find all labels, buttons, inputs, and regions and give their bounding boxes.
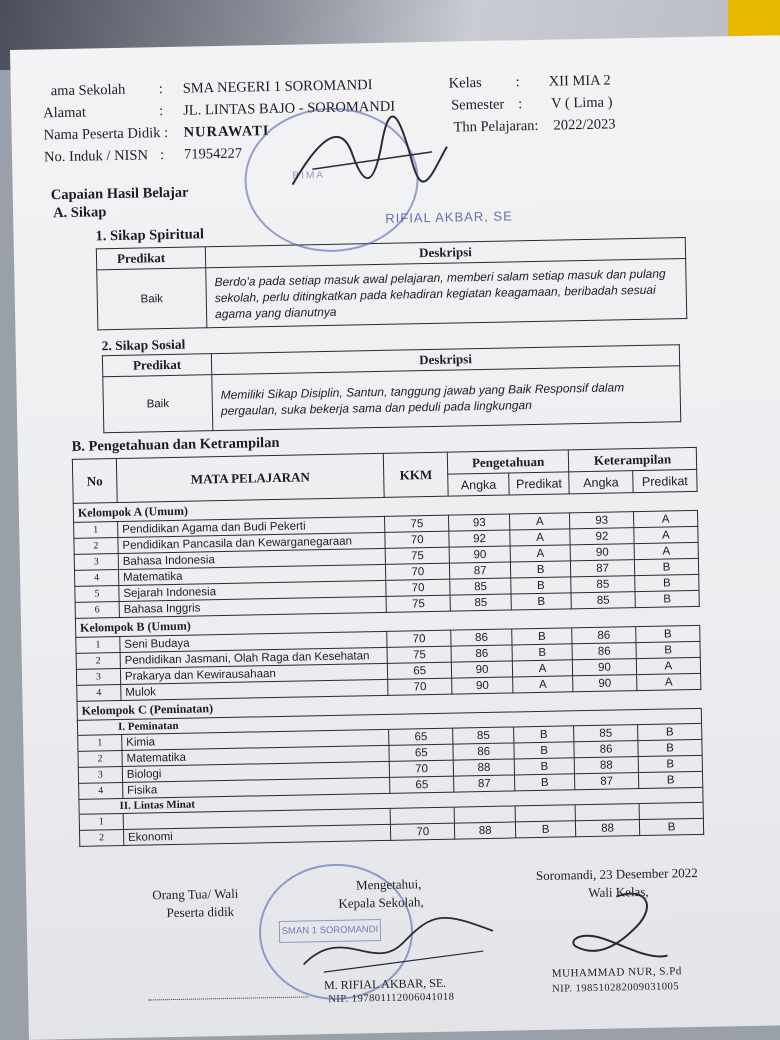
col-predikat: Predikat [102,354,211,377]
pengetahuan-angka: 86 [451,629,512,646]
keterampilan-predikat: B [636,625,700,642]
teacher-name: MUHAMMAD NUR, S.Pd [551,965,682,980]
pengetahuan-angka: 85 [453,727,514,744]
row-no: 2 [76,652,120,669]
row-no: 1 [76,637,120,654]
sosial-deskripsi: Memiliki Sikap Disiplin, Santun, tanggung jawab yang Baik Responsif dalam pergaulan, suka bekerja sama dan peduli pada lingkungan [212,366,681,431]
row-no: 2 [78,750,122,767]
kkm-value: 65 [390,776,454,793]
col-deskripsi: Deskripsi [205,238,685,268]
col-keterampilan: Keterampilan [568,447,696,471]
keterampilan-angka: 93 [570,512,634,529]
kkm-value: 70 [385,531,449,548]
kkm-value: 70 [386,563,450,580]
keterampilan-predikat: B [634,558,698,575]
head-signature-bottom [282,901,503,985]
kkm-value: 70 [388,678,452,695]
pengetahuan-predikat: B [514,726,574,743]
pengetahuan-predikat: A [512,660,572,677]
pengetahuan-predikat: B [511,593,571,610]
semester-value: V ( Lima ) [550,94,613,112]
pengetahuan-angka: 92 [449,530,510,547]
pengetahuan-predikat: B [516,821,576,838]
address-value: JL. LINTAS BAJO - SOROMANDI [183,98,396,119]
keterampilan-predikat: B [636,641,700,658]
nisn-label: No. Induk / NISN [43,147,149,166]
pengetahuan-predikat: A [510,545,570,562]
pengetahuan-angka: 85 [450,594,511,611]
col-predikat: Predikat [633,469,697,492]
sikap-title: A. Sikap [52,204,107,222]
keterampilan-angka: 90 [572,659,636,676]
keterampilan-angka: 85 [574,725,638,742]
col-kkm: KKM [384,452,449,497]
kkm-value: 65 [388,662,452,679]
semester-label: Semester [450,96,505,114]
keterampilan-predikat: A [633,510,697,527]
row-no: 5 [75,586,119,603]
sosial-predikat: Baik [103,375,213,433]
subject-name: Biologi [122,761,390,782]
head-signature-top [281,112,453,205]
subgroup-peminatan: I. Peminatan [77,708,701,735]
spiritual-deskripsi: Berdo'a pada setiap masuk awal pelajaran, memberi salam setiap masuk dan pulang sekolah, perlu ditingkatkan pada kehadiran kegiatan keagamaan, beribadah sesuai agama yang dianutnya [206,259,687,328]
spiritual-title: 1. Sikap Spiritual [95,226,205,245]
keterampilan-predikat [639,802,703,819]
subject-name: Pendidikan Agama dan Budi Pekerti [117,516,385,537]
teacher-nip: NIP. 198510282009031005 [552,981,680,995]
name-label: Nama Peserta Didik : [43,124,169,144]
teacher-signature [556,885,688,967]
section-title: Capaian Hasil Belajar [50,184,189,204]
colon: : [158,81,163,98]
keterampilan-predikat: B [635,574,699,591]
subject-name: Seni Budaya [120,631,388,652]
pengetahuan-angka: 90 [452,661,513,678]
kkm-value: 75 [387,646,451,663]
class-label: Kelas [448,74,482,92]
colon: : [515,74,520,91]
subject-name: Sejarah Indonesia [119,580,387,601]
keterampilan-predikat: B [639,818,703,835]
subject-name: Prakarya dan Kewirausahaan [120,663,388,684]
stamp-top-text: BIMA [292,169,326,182]
keterampilan-predikat: A [637,673,701,690]
keterampilan-predikat: B [638,755,702,772]
col-no: No [72,459,117,504]
keterampilan-angka: 87 [570,560,634,577]
row-no: 2 [79,829,123,846]
row-no: 4 [77,684,121,701]
head-title: Kepala Sekolah, [338,894,424,911]
subject-name: Pendidikan Pancasila dan Kewarganegaraan [118,532,386,553]
keterampilan-angka: 90 [573,675,637,692]
subject-name: Ekonomi [123,824,391,845]
pengetahuan-predikat [515,805,575,822]
keterampilan-angka: 85 [571,576,635,593]
keterampilan-predikat: A [636,657,700,674]
keterampilan-angka: 86 [572,627,636,644]
pengetahuan-predikat: B [515,774,575,791]
row-no: 4 [75,570,119,587]
col-pengetahuan: Pengetahuan [447,450,568,474]
col-deskripsi: Deskripsi [211,345,679,375]
row-no: 6 [75,602,119,619]
pengetahuan-predikat: A [513,676,573,693]
name-value: NURAWATI [183,123,270,141]
row-no: 3 [78,766,122,783]
row-no: 1 [79,813,123,830]
colon: : [517,96,523,113]
keterampilan-angka: 86 [572,643,636,660]
stamp-bottom-text: SMAN 1 SOROMANDI [279,919,381,943]
parent-sublabel: Peserta didik [166,903,235,921]
subject-name: Kimia [122,729,390,750]
class-value: XII MIA 2 [548,72,611,90]
kkm-value [390,807,454,824]
colon: : [159,103,164,120]
spiritual-predikat: Baik [97,268,207,330]
row-no: 2 [74,538,118,555]
address-label: Alamat [43,104,87,122]
pengetahuan-angka: 85 [450,578,511,595]
group-a-label: Kelompok A (Umum) [73,491,697,522]
kkm-value: 70 [389,760,453,777]
pengetahuan-angka: 86 [451,645,512,662]
subject-name: Matematika [122,745,390,766]
grades-table [72,447,704,847]
kkm-value: 65 [389,728,453,745]
keterampilan-angka: 87 [575,773,639,790]
year-value: 2022/2023 [553,116,616,134]
subject-name: Bahasa Indonesia [118,548,386,569]
keterampilan-angka: 90 [570,544,634,561]
row-no: 3 [74,554,118,571]
kkm-value: 75 [385,515,449,532]
pengetahuan-angka: 93 [449,514,510,531]
school-label: ama Sekolah [50,81,126,100]
col-subject: MATA PELAJARAN [116,453,384,502]
head-label: Mengetahui, [355,876,422,893]
parent-signature-line [148,996,308,1000]
subject-name: Pendidikan Jasmani, Olah Raga dan Kesehatan [120,647,388,668]
col-predikat: Predikat [96,247,205,270]
kkm-value: 65 [389,744,453,761]
kkm-value: 70 [386,579,450,596]
kkm-value: 75 [385,547,449,564]
col-angka: Angka [448,473,509,496]
sosial-title: 2. Sikap Sosial [101,336,186,354]
pengetahuan-angka: 88 [453,759,514,776]
stamp-overlay-name: RIFIAL AKBAR, SE [385,208,513,226]
col-predikat: Predikat [509,472,569,495]
keterampilan-predikat: B [638,723,702,740]
group-c-label: Kelompok C (Peminatan) [77,689,701,720]
keterampilan-predikat: A [634,542,698,559]
pengetahuan-predikat: B [512,628,572,645]
row-no: 1 [74,522,118,539]
parent-label: Orang Tua/ Wali [152,885,239,903]
pengetahuan-predikat: B [511,577,571,594]
keterampilan-angka: 85 [571,592,635,609]
keterampilan-predikat: A [634,526,698,543]
kkm-value: 70 [391,823,455,840]
pengetahuan-predikat: B [514,742,574,759]
pengetahuan-predikat: A [510,513,570,530]
keterampilan-angka: 88 [575,820,639,837]
pengetahuan-angka: 87 [450,562,511,579]
pengetahuan-angka: 90 [452,677,513,694]
keterampilan-predikat: B [635,590,699,607]
subject-name: Matematika [118,564,386,585]
teacher-title: Wali Kelas, [588,883,649,901]
year-label: Thn Pelajaran: [453,117,539,136]
keterampilan-angka: 86 [574,741,638,758]
subgroup-lintas-minat: II. Lintas Minat [79,787,703,814]
school-value: SMA NEGERI 1 SOROMANDI [182,77,373,97]
row-no: 1 [78,734,122,751]
row-no: 3 [76,668,120,685]
pengetahuan-angka: 88 [455,822,516,839]
place-date: Soromandi, 23 Desember 2022 [535,864,698,884]
col-angka: Angka [569,471,633,494]
report-card-page [10,35,780,1040]
head-nip: NIP. 197801112006041018 [328,991,455,1006]
sosial-table [102,344,681,433]
pengetahuan-angka: 86 [453,743,514,760]
pengetahuan-predikat: B [514,758,574,775]
pengetahuan-angka: 87 [454,775,515,792]
kkm-value: 70 [387,630,451,647]
subject-name: Fisika [123,777,391,798]
pengetahuan-predikat: B [512,644,572,661]
grades-title: B. Pengetahuan dan Ketrampilan [71,434,280,455]
pengetahuan-angka [454,806,515,823]
keterampilan-angka: 92 [570,528,634,545]
keterampilan-angka: 88 [574,757,638,774]
group-b-label: Kelompok B (Umum) [75,606,699,637]
keterampilan-angka [575,804,639,821]
pengetahuan-predikat: A [510,529,570,546]
row-no: 4 [79,782,123,799]
subject-name: Mulok [121,679,389,700]
pengetahuan-predikat: B [511,561,571,578]
keterampilan-predikat: B [638,739,702,756]
kkm-value: 75 [386,595,450,612]
nisn-value: 71954227 [183,145,243,163]
spiritual-table [96,237,687,330]
colon: : [159,147,165,164]
pengetahuan-angka: 90 [449,546,510,563]
subject-name: Bahasa Inggris [119,596,387,617]
head-name: M. RIFIAL AKBAR, SE. [323,975,447,993]
keterampilan-predikat: B [638,771,702,788]
